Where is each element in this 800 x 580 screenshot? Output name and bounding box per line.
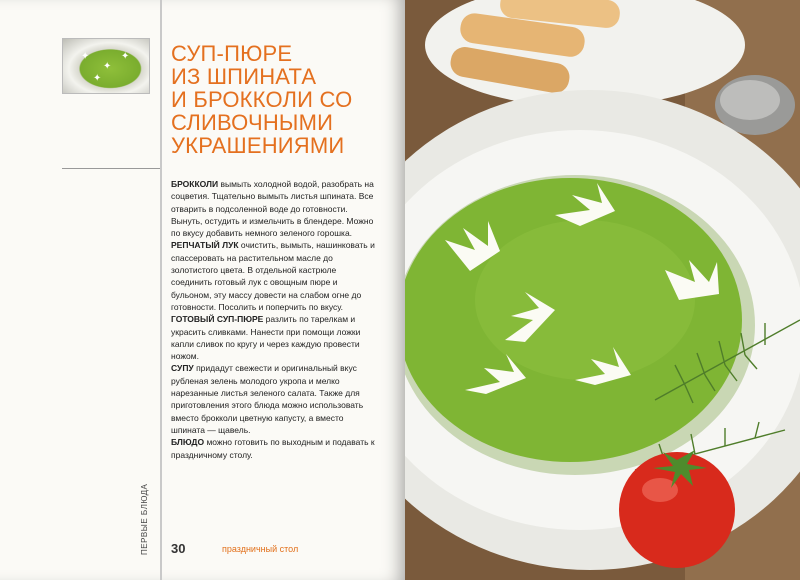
sidebar <box>0 0 160 580</box>
thumbnail-photo: ✦ ✦ ✦ ✦ <box>62 38 150 94</box>
recipe-title: СУП-ПЮРЕ ИЗ ШПИНАТА И БРОККОЛИ СО СЛИВОЧНЫМИ УКРАШЕНИЯМИ <box>171 41 353 158</box>
column-rule <box>160 0 162 580</box>
sidebar-divider <box>62 168 160 169</box>
section-label: ПЕРВЫЕ БЛЮДА <box>140 483 149 555</box>
page-number: 30 <box>171 541 186 556</box>
instruction-paragraph: РЕПЧАТЫЙ ЛУК очистить, вымыть, нашинковать и спассеровать на растительном масле до золотистого цвета. В отдельной кастрюле соединить готовый лук с овощным пюре и бульоном, эту массу довести на слабом огне до готовности. Посолить и поперчить по вкусу. <box>171 240 375 312</box>
instruction-paragraph: ГОТОВЫЙ СУП-ПЮРЕ разлить по тарелкам и украсить сливками. Нанести при помощи ложки капли сливок по кругу и через каждую провести ножом. <box>171 314 361 362</box>
soup-photo <box>405 0 800 580</box>
recipe-instructions <box>171 178 376 461</box>
instruction-paragraph: БРОККОЛИ вымыть холодной водой, разобрать на соцветия. Тщательно вымыть листья шпината. Все отварить в подсоленной воде до готовности. Вынуть, остудить и измельчить в блендере. Можно по вкусу добавить немного зеленого горошка. <box>171 179 374 239</box>
running-head: праздничный стол <box>222 544 299 554</box>
instruction-paragraph: БЛЮДО можно готовить по выходным и подавать к праздничному столу. <box>171 437 375 460</box>
photo-illustration <box>405 0 800 580</box>
instruction-paragraph: СУПУ придадут свежести и оригинальный вкус рубленая зелень молодого укропа и мелко нарезанные листья зеленого салата. Также для приготовления этого блюда можно использовать вместо брокколи цветную капусту, а вместо шпината — щавель. <box>171 363 364 435</box>
